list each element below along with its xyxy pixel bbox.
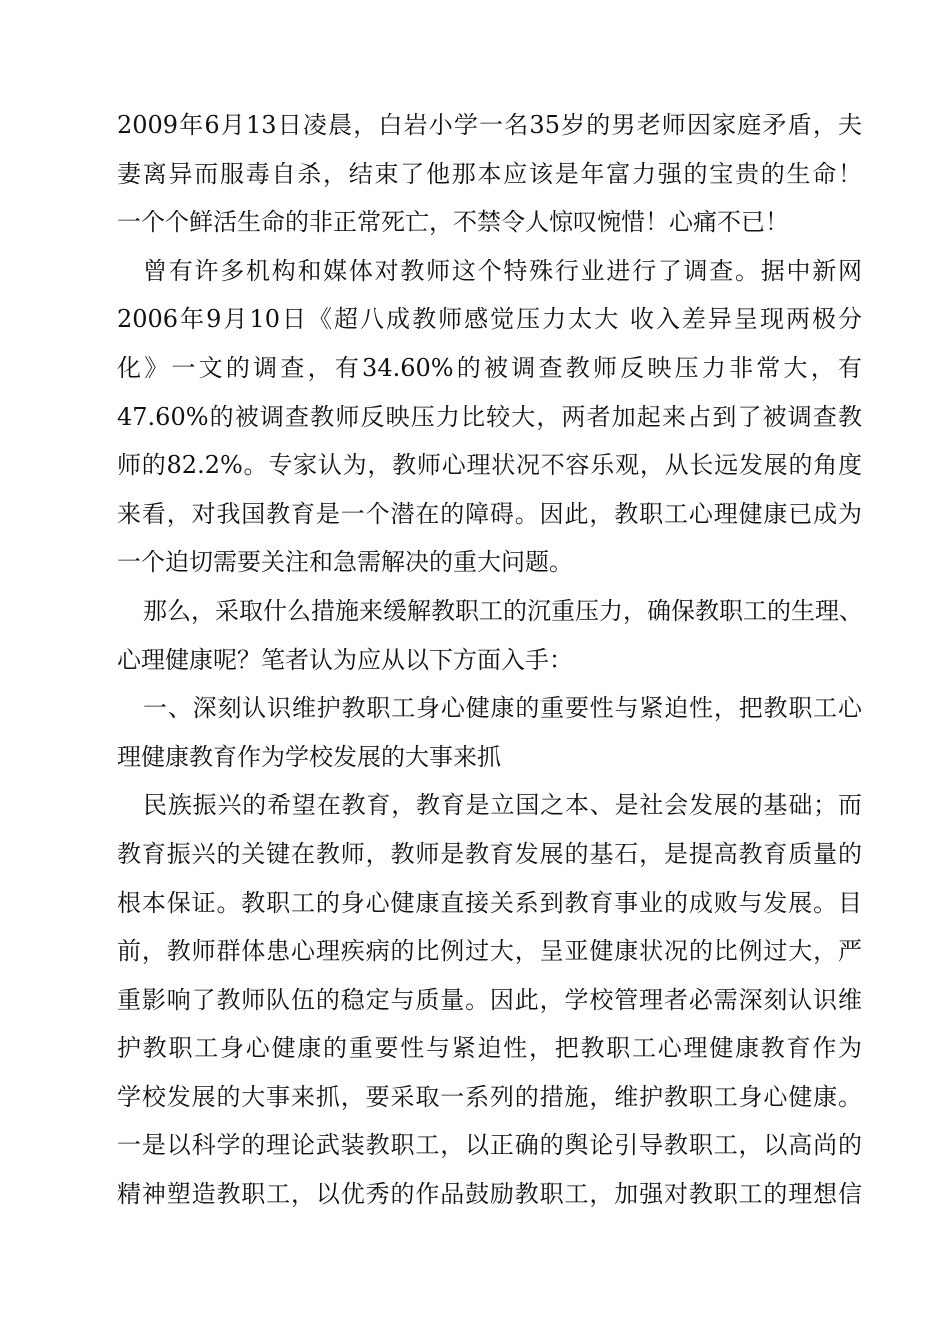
section-heading-line: 理健康教育作为学校发展的大事来抓 — [117, 742, 501, 771]
text-line: 心理健康呢？笔者认为应从以下方面入手： — [117, 645, 573, 674]
text-line: 护教职工身心健康的重要性与紧迫性，把教职工心理健康教育作为 — [117, 1034, 862, 1063]
text-line: 一个迫切需要关注和急需解决的重大问题。 — [117, 548, 573, 577]
text-line: 精神塑造教职工，以优秀的作品鼓励教职工，加强对教职工的理想信 — [117, 1180, 862, 1209]
text-line: 重影响了教师队伍的稳定与质量。因此，学校管理者必需深刻认识维 — [117, 985, 862, 1014]
text-line: 学校发展的大事来抓，要采取一系列的措施，维护教职工身心健康。 — [117, 1082, 862, 1111]
text-line: 曾有许多机构和媒体对教师这个特殊行业进行了调查。据中新网 — [143, 256, 862, 285]
text-line: 化》一文的调查，有34.60%的被调查教师反映压力非常大，有 — [117, 353, 862, 382]
text-line: 2006年9月10日《超八成教师感觉压力太大 收入差异呈现两极分 — [117, 305, 862, 334]
section-heading-line: 一、深刻认识维护教职工身心健康的重要性与紧迫性，把教职工心 — [143, 694, 862, 723]
text-line: 2009年6月13日凌晨，白岩小学一名35岁的男老师因家庭矛盾，夫 — [117, 111, 862, 139]
text-line: 妻离异而服毒自杀，结束了他那本应该是年富力强的宝贵的生命！ — [117, 159, 862, 188]
text-line: 一是以科学的理论武装教职工，以正确的舆论引导教职工，以高尚的 — [117, 1131, 862, 1160]
text-line: 前，教师群体患心理疾病的比例过大，呈亚健康状况的比例过大，严 — [117, 937, 862, 966]
text-line: 一个个鲜活生命的非正常死亡，不禁令人惊叹惋惜！心痛不已！ — [117, 208, 789, 237]
text-line: 教育振兴的关键在教师，教师是教育发展的基石，是提高教育质量的 — [117, 839, 862, 868]
text-line: 47.60%的被调查教师反映压力比较大，两者加起来占到了被调查教 — [117, 402, 862, 431]
text-line: 那么，采取什么措施来缓解教职工的沉重压力，确保教职工的生理、 — [143, 596, 863, 625]
text-line: 根本保证。教职工的身心健康直接关系到教育事业的成败与发展。目 — [117, 888, 862, 917]
text-line: 来看，对我国教育是一个潜在的障碍。因此，教职工心理健康已成为 — [117, 499, 862, 528]
text-line: 师的82.2%。专家认为，教师心理状况不容乐观，从长远发展的角度 — [117, 451, 862, 480]
document-body — [117, 101, 862, 1219]
text-line: 民族振兴的希望在教育，教育是立国之本、是社会发展的基础；而 — [143, 791, 862, 820]
